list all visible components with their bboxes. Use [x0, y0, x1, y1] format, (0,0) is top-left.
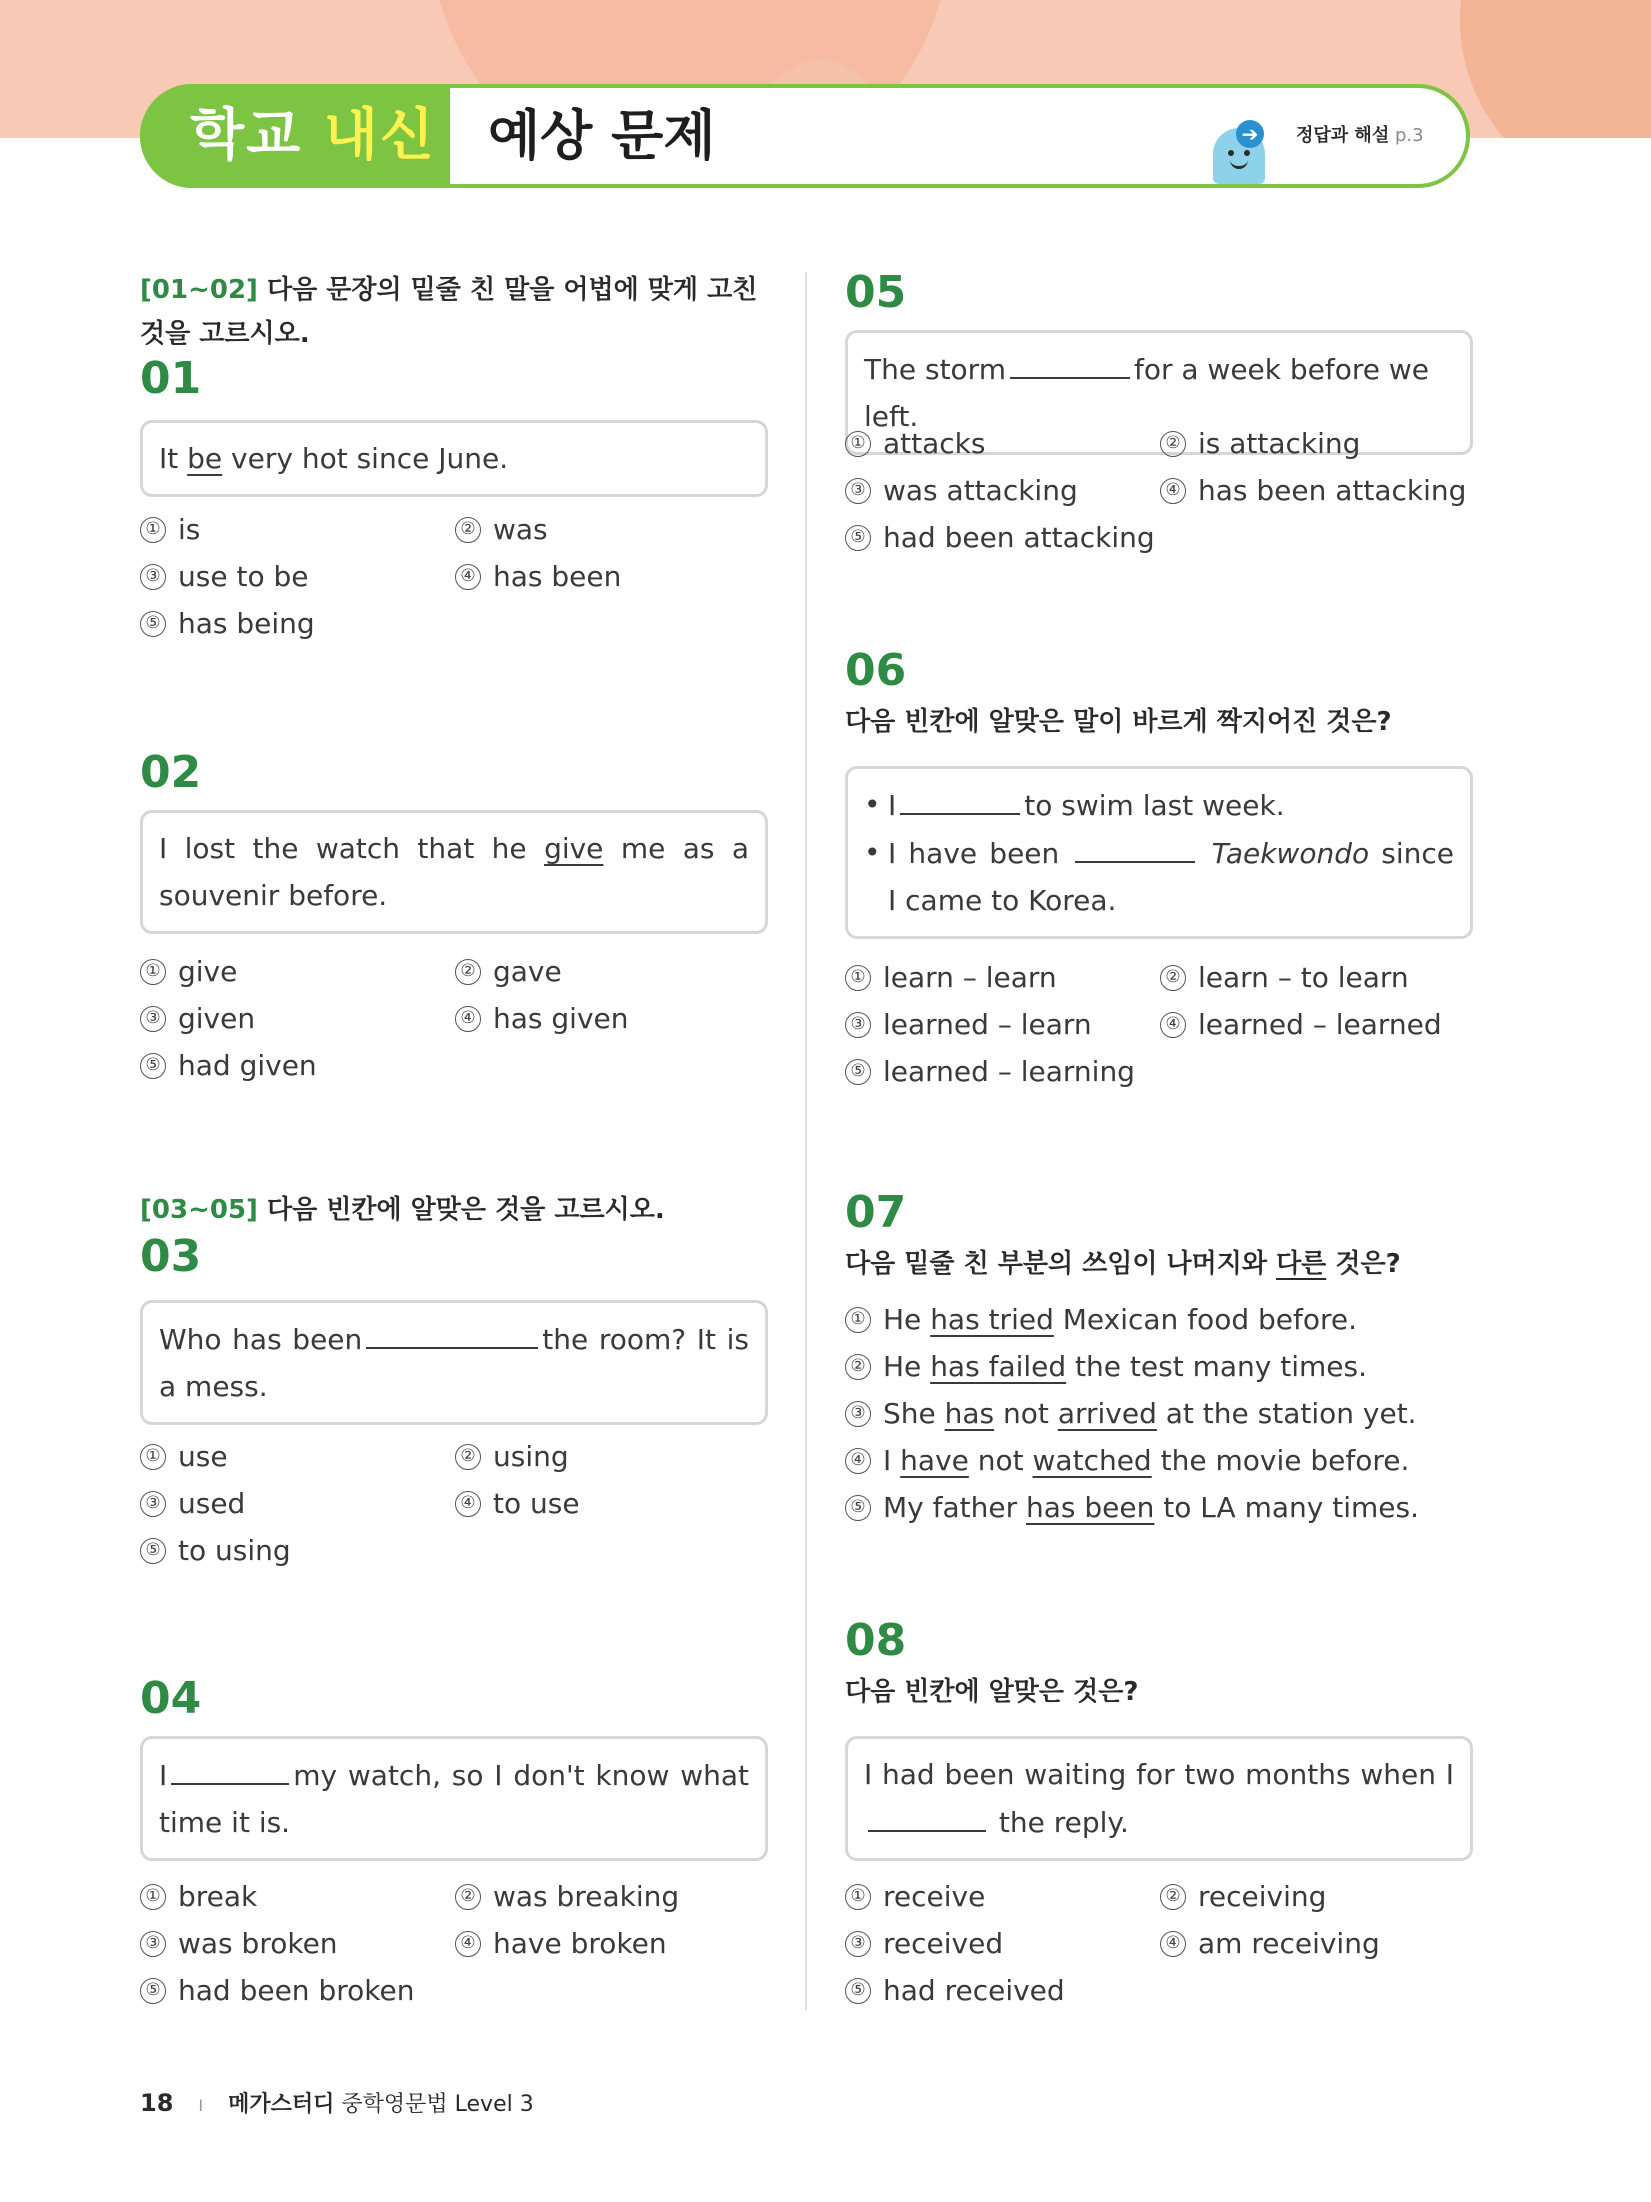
- circled-number: ⑤: [845, 525, 871, 551]
- option-5[interactable]: [845, 1967, 1475, 2014]
- circled-number: ①: [845, 1884, 871, 1910]
- option-text: learned – learned: [1198, 1008, 1442, 1041]
- sentence-part: I: [159, 1759, 168, 1792]
- sentence-part: The storm: [864, 353, 1006, 386]
- sentence-part: very hot since June.: [222, 442, 509, 475]
- option-1[interactable]: [845, 1873, 1160, 1920]
- circled-number: ①: [140, 517, 166, 543]
- option-text: have broken: [493, 1927, 667, 1960]
- question-number-05: 05: [845, 267, 907, 318]
- option-text: has given: [493, 1002, 629, 1035]
- underlined-word: has: [944, 1397, 995, 1430]
- question-part: 것은?: [1326, 1249, 1401, 1279]
- option-text: had received: [883, 1974, 1065, 2007]
- circled-number: ②: [455, 959, 481, 985]
- option-1[interactable]: [140, 948, 455, 995]
- circled-number: ④: [1160, 478, 1186, 504]
- page-footer: [140, 2088, 534, 2118]
- options-02: [140, 948, 770, 1089]
- decor-circle: [1460, 0, 1651, 138]
- option-1[interactable]: [845, 420, 1160, 467]
- sentence-part: I: [888, 789, 897, 822]
- option-text: had been broken: [178, 1974, 415, 2007]
- text-part: to LA many times.: [1154, 1491, 1419, 1524]
- option-5[interactable]: [845, 1048, 1475, 1095]
- circled-number: ②: [1160, 1884, 1186, 1910]
- option-2[interactable]: [1160, 1873, 1475, 1920]
- option-text: [883, 1484, 1419, 1531]
- text-part: the test many times.: [1066, 1350, 1367, 1383]
- circled-number: ③: [140, 564, 166, 590]
- circled-number: ①: [140, 1444, 166, 1470]
- text-part: at the station yet.: [1156, 1397, 1417, 1430]
- option-text: had been attacking: [883, 521, 1155, 554]
- options-06: [845, 954, 1475, 1095]
- underlined-word: has tried: [930, 1303, 1054, 1336]
- option-text: to using: [178, 1534, 291, 1567]
- circled-number: ⑤: [845, 1495, 871, 1521]
- options-01: [140, 506, 770, 647]
- sentence-part: I lost the watch that he: [159, 832, 545, 865]
- question-box-04: [140, 1736, 768, 1861]
- option-1[interactable]: [140, 1873, 455, 1920]
- answer-blank: [366, 1315, 538, 1349]
- text-part: I: [883, 1444, 901, 1477]
- option-3[interactable]: [140, 1920, 455, 1967]
- option-text: receiving: [1198, 1880, 1327, 1913]
- option-3[interactable]: [845, 1390, 1475, 1437]
- text-part: He: [883, 1350, 931, 1383]
- underlined-word: has failed: [930, 1350, 1067, 1383]
- option-4[interactable]: [455, 553, 770, 600]
- option-text: learn – to learn: [1198, 961, 1409, 994]
- sentence-part: my watch, so I don't know what time it is.: [159, 1759, 749, 1839]
- instruction-03-05: [140, 1188, 770, 1232]
- circled-number: ⑤: [845, 1978, 871, 2004]
- circled-number: ④: [455, 1491, 481, 1517]
- option-text: attacks: [883, 427, 986, 460]
- book-brand: 메가스터디: [228, 2092, 335, 2117]
- option-text: am receiving: [1198, 1927, 1380, 1960]
- question-box-01: [140, 420, 768, 497]
- option-text: [883, 1437, 1409, 1484]
- bullet-line-1: [864, 781, 1454, 829]
- underlined-word: watched: [1032, 1444, 1152, 1477]
- question-number-03: 03: [140, 1231, 202, 1282]
- question-number-04: 04: [140, 1673, 202, 1724]
- page-number: 18: [140, 2089, 174, 2117]
- question-box-06: [845, 766, 1473, 939]
- option-text: to use: [493, 1487, 580, 1520]
- answer-blank: [900, 781, 1020, 815]
- option-text: using: [493, 1440, 569, 1473]
- sentence-part: the reply.: [998, 1806, 1129, 1839]
- underlined-word: 다른: [1276, 1249, 1327, 1279]
- option-3[interactable]: [845, 1920, 1160, 1967]
- option-text: use to be: [178, 560, 309, 593]
- badge-word-1: 학교: [190, 103, 303, 168]
- mascot-mouth: [1230, 160, 1248, 169]
- question-text-06: 다음 빈칸에 알맞은 말이 바르게 짝지어진 것은?: [845, 707, 1392, 737]
- underlined-word: be: [187, 442, 223, 475]
- arrow-right-icon: ➔: [1236, 120, 1264, 148]
- option-text: [883, 1390, 1417, 1437]
- underlined-word: has been: [1026, 1491, 1155, 1524]
- question-text-08: 다음 빈칸에 알맞은 것은?: [845, 1677, 1139, 1707]
- text-part: Mexican food before.: [1053, 1303, 1358, 1336]
- circled-number: ④: [845, 1448, 871, 1474]
- column-divider: [805, 272, 807, 2010]
- answer-reference-page: p.3: [1394, 125, 1424, 146]
- italic-word: Taekwondo: [1211, 837, 1370, 870]
- circled-number: ②: [455, 517, 481, 543]
- options-03: [140, 1433, 770, 1574]
- mascot-eye: [1228, 150, 1234, 156]
- underlined-word: have: [900, 1444, 969, 1477]
- instruction-text: 다음 문장의 밑줄 친 말을 어법에 맞게 고친 것을 고르시오.: [140, 275, 758, 349]
- circled-number: ③: [845, 1401, 871, 1427]
- sentence-part: I had been waiting for two months when I: [864, 1758, 1454, 1791]
- option-3[interactable]: [140, 1480, 455, 1527]
- page-title: 예상 문제: [488, 104, 716, 167]
- option-text: received: [883, 1927, 1004, 1960]
- option-text: was: [493, 513, 548, 546]
- circled-number: ③: [845, 1012, 871, 1038]
- bullet-text: [888, 781, 1454, 829]
- book-series: 중학영문법 Level 3: [341, 2092, 534, 2117]
- option-1[interactable]: [845, 1296, 1475, 1343]
- circled-number: ①: [845, 1307, 871, 1333]
- option-text: learned – learning: [883, 1055, 1135, 1088]
- option-text: learn – learn: [883, 961, 1057, 994]
- option-5[interactable]: [140, 600, 770, 647]
- option-text: receive: [883, 1880, 986, 1913]
- circled-number: ②: [845, 1354, 871, 1380]
- option-1[interactable]: [140, 1433, 455, 1480]
- question-box-03: [140, 1300, 768, 1425]
- instruction-range: [01~02]: [140, 275, 258, 305]
- question-number-01: 01: [140, 353, 202, 404]
- option-text: has been attacking: [1198, 474, 1467, 507]
- question-text-07: [845, 1244, 1475, 1284]
- option-5[interactable]: [140, 1967, 770, 2014]
- option-2[interactable]: [1160, 954, 1475, 1001]
- circled-number: ①: [140, 1884, 166, 1910]
- option-5[interactable]: [140, 1042, 770, 1089]
- option-2[interactable]: [1160, 420, 1475, 467]
- circled-number: ③: [140, 1491, 166, 1517]
- sentence-part: since I came to Korea.: [888, 837, 1455, 917]
- option-text: give: [178, 955, 238, 988]
- bullet-icon: •: [864, 836, 881, 869]
- option-text: [883, 1296, 1357, 1343]
- question-box-02: [140, 810, 768, 934]
- option-text: was breaking: [493, 1880, 680, 1913]
- text-part: not: [994, 1397, 1058, 1430]
- circled-number: ⑤: [140, 1053, 166, 1079]
- footer-separator: I: [198, 2096, 204, 2115]
- question-number-07: 07: [845, 1187, 907, 1238]
- option-text: given: [178, 1002, 256, 1035]
- underlined-word: give: [544, 832, 604, 865]
- option-text: was broken: [178, 1927, 338, 1960]
- sentence-part: Who has been: [159, 1323, 363, 1356]
- mascot-eye: [1244, 150, 1250, 156]
- sentence-part: me as a souvenir before.: [159, 832, 750, 912]
- option-text: had given: [178, 1049, 317, 1082]
- bullet-icon: •: [864, 788, 881, 821]
- option-3[interactable]: [845, 467, 1160, 514]
- circled-number: ②: [1160, 431, 1186, 457]
- option-text: has being: [178, 607, 315, 640]
- option-4[interactable]: [1160, 467, 1475, 514]
- option-4[interactable]: [455, 1920, 770, 1967]
- option-2[interactable]: [455, 948, 770, 995]
- question-number-06: 06: [845, 645, 907, 696]
- header-badge-label: [190, 96, 436, 176]
- circled-number: ④: [455, 1931, 481, 1957]
- instruction-text: 다음 빈칸에 알맞은 것을 고르시오.: [266, 1195, 665, 1225]
- options-08: [845, 1873, 1475, 2014]
- option-text: [883, 1343, 1367, 1390]
- option-4[interactable]: [455, 995, 770, 1042]
- sentence-part: for a week before we left.: [864, 353, 1430, 433]
- circled-number: ③: [140, 1006, 166, 1032]
- underlined-word: arrived: [1057, 1397, 1157, 1430]
- option-3[interactable]: [140, 995, 455, 1042]
- option-4[interactable]: [845, 1437, 1475, 1484]
- circled-number: ⑤: [140, 1978, 166, 2004]
- question-number-02: 02: [140, 747, 202, 798]
- options-05: [845, 420, 1475, 561]
- option-text: learned – learn: [883, 1008, 1092, 1041]
- badge-word-2: 내신: [323, 103, 436, 168]
- bullet-text: [888, 829, 1454, 924]
- option-4[interactable]: [1160, 1001, 1475, 1048]
- text-part: My father: [883, 1491, 1027, 1524]
- option-text: gave: [493, 955, 562, 988]
- option-2[interactable]: [455, 1433, 770, 1480]
- answer-blank: [171, 1751, 289, 1785]
- option-5[interactable]: [845, 1484, 1475, 1531]
- question-part: 다음 밑줄 친 부분의 쓰임이 나머지와: [845, 1249, 1277, 1279]
- option-text: is attacking: [1198, 427, 1361, 460]
- option-2[interactable]: [455, 506, 770, 553]
- answer-blank: [868, 1798, 986, 1832]
- circled-number: ④: [1160, 1012, 1186, 1038]
- circled-number: ①: [845, 431, 871, 457]
- sentence-part: to swim last week.: [1024, 789, 1285, 822]
- question-box-08: [845, 1736, 1473, 1861]
- option-text: break: [178, 1880, 258, 1913]
- answer-reference-label: 정답과 해설: [1296, 125, 1390, 146]
- option-text: was attacking: [883, 474, 1078, 507]
- answer-blank: [1075, 829, 1195, 863]
- circled-number: ②: [1160, 965, 1186, 991]
- circled-number: ⑤: [140, 1538, 166, 1564]
- options-07: [845, 1296, 1475, 1531]
- option-2[interactable]: [845, 1343, 1475, 1390]
- text-part: She: [883, 1397, 945, 1430]
- answer-blank: [1010, 345, 1130, 379]
- circled-number: ④: [455, 564, 481, 590]
- circled-number: ②: [455, 1444, 481, 1470]
- text-part: not: [968, 1444, 1033, 1477]
- circled-number: ③: [140, 1931, 166, 1957]
- option-5[interactable]: [140, 1527, 770, 1574]
- sentence-part: I have been: [888, 837, 1060, 870]
- option-2[interactable]: [455, 1873, 770, 1920]
- option-text: use: [178, 1440, 228, 1473]
- text-part: the movie before.: [1151, 1444, 1410, 1477]
- option-text: has been: [493, 560, 622, 593]
- question-number-08: 08: [845, 1615, 907, 1666]
- circled-number: ③: [845, 1931, 871, 1957]
- circled-number: ②: [455, 1884, 481, 1910]
- instruction-01-02: [140, 268, 770, 356]
- answer-reference[interactable]: [1296, 124, 1424, 148]
- option-1[interactable]: [845, 954, 1160, 1001]
- circled-number: ⑤: [140, 611, 166, 637]
- bullet-line-2: [864, 829, 1454, 924]
- instruction-range: [03~05]: [140, 1195, 258, 1225]
- option-text: is: [178, 513, 201, 546]
- sentence-part: It: [159, 442, 188, 475]
- option-4[interactable]: [455, 1480, 770, 1527]
- circled-number: ④: [455, 1006, 481, 1032]
- option-4[interactable]: [1160, 1920, 1475, 1967]
- options-04: [140, 1873, 770, 2014]
- sentence-part: the room? It is a mess.: [159, 1323, 749, 1403]
- circled-number: ③: [845, 478, 871, 504]
- option-text: used: [178, 1487, 246, 1520]
- option-1[interactable]: [140, 506, 455, 553]
- circled-number: ④: [1160, 1931, 1186, 1957]
- text-part: He: [883, 1303, 931, 1336]
- option-3[interactable]: [845, 1001, 1160, 1048]
- circled-number: ①: [140, 959, 166, 985]
- circled-number: ⑤: [845, 1059, 871, 1085]
- circled-number: ①: [845, 965, 871, 991]
- option-5[interactable]: [845, 514, 1475, 561]
- option-3[interactable]: [140, 553, 455, 600]
